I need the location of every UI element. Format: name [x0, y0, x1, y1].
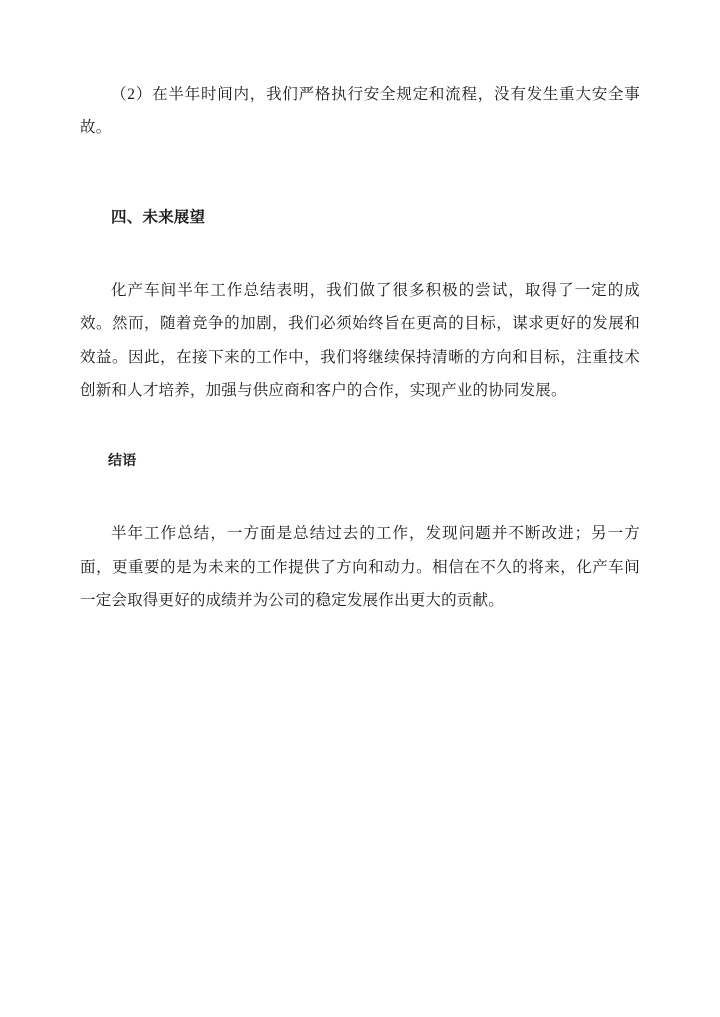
- spacer-after-conclusion-heading: [80, 477, 640, 517]
- paragraph-safety-item: （2）在半年时间内，我们严格执行安全规定和流程，没有发生重大安全事故。: [80, 86, 640, 137]
- spacer-top: [80, 60, 640, 78]
- paragraph-conclusion: 半年工作总结，一方面是总结过去的工作，发现问题并不断改进；另一方面，更重要的是为未来的工作提供了方向和动力。相信在不久的将来，化产车间一定会取得更好的成绩并为公司的稳定发展作出更大的贡献。: [80, 525, 640, 609]
- section-heading-conclusion: 结语: [108, 454, 137, 470]
- paragraph-future-outlook: 化产车间半年工作总结表明，我们做了很多积极的尝试，取得了一定的成效。然而，随着竞争的加剧，我们必须始终旨在更高的目标，谋求更好的发展和效益。因此，在接下来的工作中，我们将继续保持清晰的方向和目标，注重技术创新和人才培养，加强与供应商和客户的合作，实现产业的协同发展。: [80, 281, 640, 399]
- document-body: [80, 60, 640, 617]
- spacer-after-safety: [80, 145, 640, 201]
- spacer-before-conclusion-heading: [80, 407, 640, 447]
- spacer-after-heading: [80, 234, 640, 274]
- section-heading-future-outlook: 四、未来展望: [111, 208, 206, 226]
